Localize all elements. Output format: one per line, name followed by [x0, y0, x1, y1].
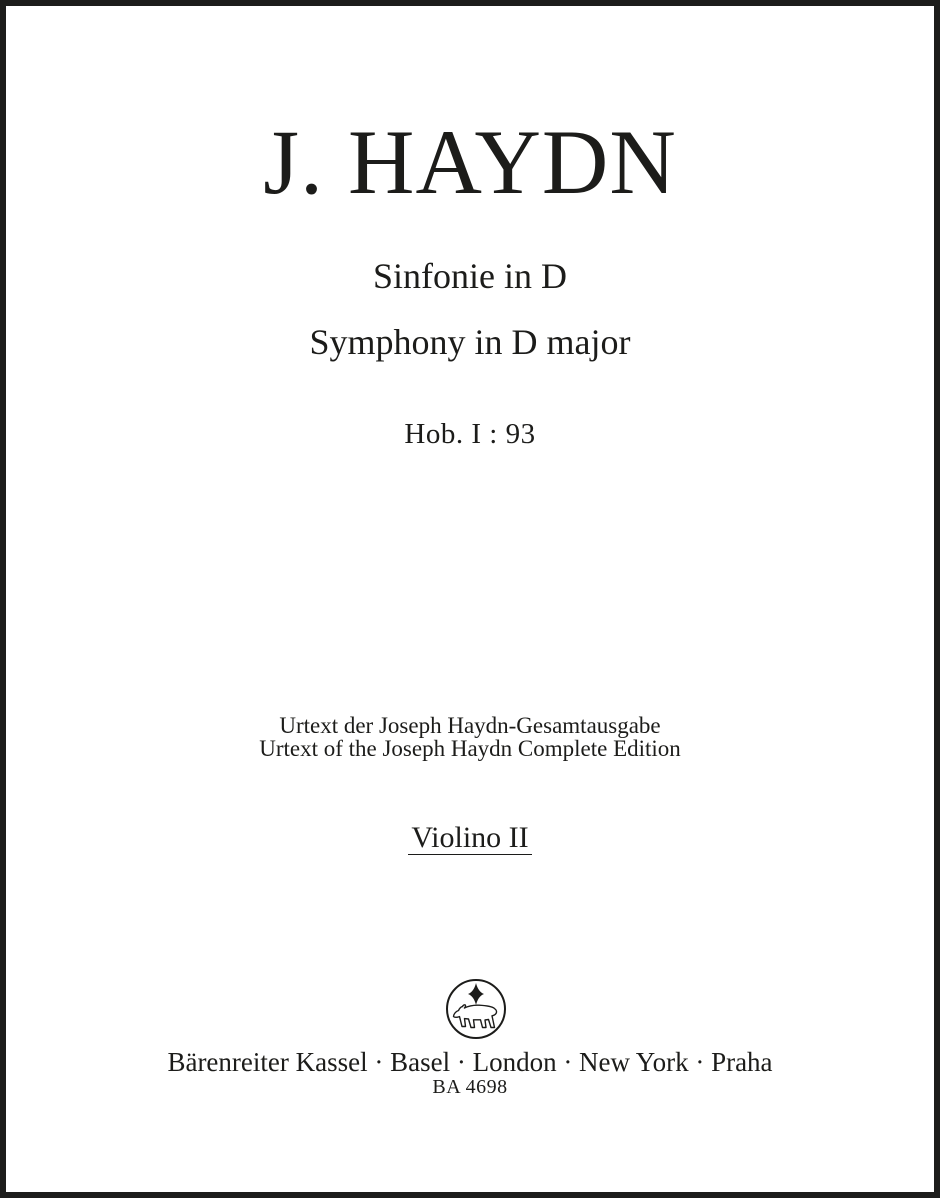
edition-note-german: Urtext der Joseph Haydn-Gesamtausgabe — [279, 713, 661, 738]
edition-note-english: Urtext of the Joseph Haydn Complete Edition — [259, 736, 681, 761]
barenreiter-bear-star-icon — [445, 978, 507, 1040]
plate-number: BA 4698 — [432, 1076, 508, 1098]
hoboken-catalog-number: Hob. I : 93 — [404, 418, 536, 450]
part-name: Violino II — [408, 824, 531, 855]
work-title-german: Sinfonie in D — [373, 256, 567, 296]
composer-name: J. HAYDN — [263, 111, 677, 213]
part-name-line — [6, 823, 934, 855]
edition-note — [6, 714, 934, 760]
publisher-logo — [445, 978, 507, 1040]
work-title-english: Symphony in D major — [309, 322, 631, 362]
publisher-cities-line: Bärenreiter Kassel · Basel · London · New York · Praha — [167, 1047, 773, 1077]
